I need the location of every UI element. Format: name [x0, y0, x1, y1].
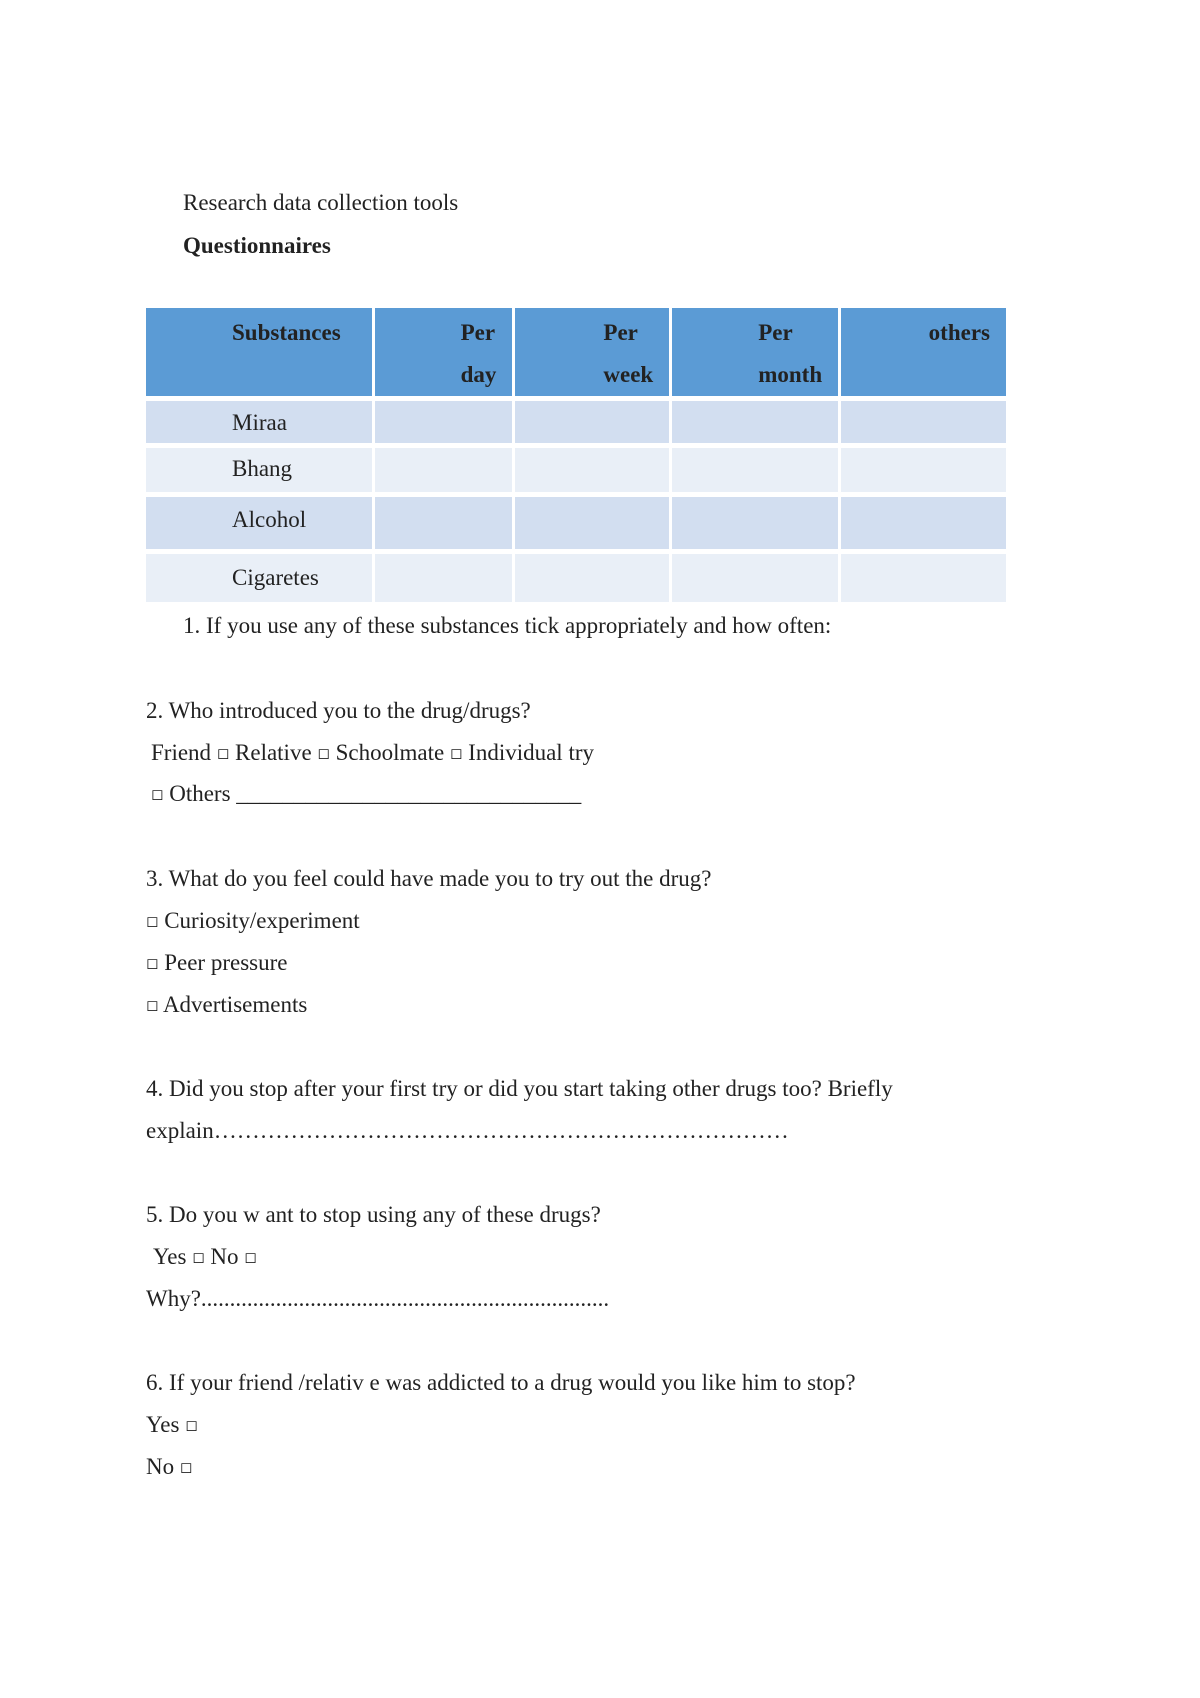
table-cell[interactable]	[375, 497, 512, 549]
checkbox-icon[interactable]: ◻	[192, 1248, 205, 1266]
question-2-others	[151, 780, 581, 810]
table-cell[interactable]	[515, 497, 669, 549]
checkbox-icon[interactable]: ◻	[185, 1416, 198, 1434]
row-label: Alcohol	[146, 497, 372, 549]
table-cell[interactable]	[841, 554, 1006, 602]
option-label: Individual try	[468, 740, 594, 765]
option-label: Relative	[235, 740, 312, 765]
table-cell[interactable]	[841, 448, 1006, 492]
why-answer-line[interactable]: Why?.......................................................................	[146, 1286, 610, 1311]
option-label: Friend	[151, 740, 212, 765]
table-cell[interactable]	[672, 401, 838, 443]
question-2-options	[151, 739, 594, 769]
option-label: Yes	[146, 1412, 180, 1437]
others-answer-blank[interactable]: ______________________________	[236, 781, 582, 806]
question-1: 1. If you use any of these substances tick appropriately and how often:	[183, 613, 832, 638]
header-substances: Substances	[146, 308, 372, 396]
row-label: Bhang	[146, 448, 372, 492]
question-5: 5. Do you w ant to stop using any of these drugs?	[146, 1202, 601, 1227]
table-row	[146, 497, 1006, 549]
question-3: 3. What do you feel could have made you to try out the drug?	[146, 866, 712, 891]
table-cell[interactable]	[375, 554, 512, 602]
checkbox-icon[interactable]: ◻	[216, 744, 230, 762]
document-title: Research data collection tools	[183, 190, 459, 215]
checkbox-icon[interactable]: ◻	[151, 785, 164, 803]
question-2: 2. Who introduced you to the drug/drugs?	[146, 698, 531, 723]
header-per-month: Per month	[672, 308, 838, 396]
table-cell[interactable]	[515, 554, 669, 602]
table-cell[interactable]	[672, 497, 838, 549]
question-3-option	[146, 991, 307, 1021]
question-3-option	[146, 907, 360, 937]
section-heading: Questionnaires	[183, 233, 331, 258]
row-label: Miraa	[146, 401, 372, 443]
table-header-row	[146, 308, 1006, 396]
option-label: No	[146, 1454, 175, 1479]
option-label: Curiosity/experiment	[164, 908, 360, 933]
checkbox-icon[interactable]: ◻	[449, 744, 463, 762]
checkbox-icon[interactable]: ◻	[317, 744, 330, 762]
header-others: others	[841, 308, 1006, 396]
question-6-option	[146, 1453, 192, 1483]
table-row	[146, 554, 1006, 602]
checkbox-icon[interactable]: ◻	[146, 954, 159, 972]
table-cell[interactable]	[375, 448, 512, 492]
table-cell[interactable]	[841, 497, 1006, 549]
table-row	[146, 401, 1006, 443]
table-cell[interactable]	[515, 401, 669, 443]
question-6: 6. If your friend /relativ e was addicted to a drug would you like him to stop?	[146, 1370, 856, 1395]
question-5-options	[153, 1243, 257, 1273]
option-label: Advertisements	[162, 992, 308, 1017]
checkbox-icon[interactable]: ◻	[179, 1458, 193, 1476]
option-label: Yes	[153, 1244, 187, 1269]
option-label: Peer pressure	[164, 950, 288, 975]
question-6-option	[146, 1411, 198, 1441]
header-per-day: Per day	[375, 308, 512, 396]
question-3-option	[146, 949, 287, 979]
checkbox-icon[interactable]: ◻	[146, 996, 159, 1014]
table-cell[interactable]	[672, 448, 838, 492]
option-label: Others	[169, 781, 231, 806]
table-cell[interactable]	[672, 554, 838, 602]
substance-frequency-table	[143, 303, 1009, 607]
table-cell[interactable]	[841, 401, 1006, 443]
checkbox-icon[interactable]: ◻	[244, 1248, 257, 1266]
table-row	[146, 448, 1006, 492]
question-4: 4. Did you stop after your first try or did you start taking other drugs too? Briefly	[146, 1076, 893, 1101]
table-cell[interactable]	[375, 401, 512, 443]
option-label: No	[210, 1244, 239, 1269]
explain-answer-line[interactable]: explain…………………………………………………………………	[146, 1118, 789, 1143]
header-per-week: Per week	[515, 308, 669, 396]
table-cell[interactable]	[515, 448, 669, 492]
checkbox-icon[interactable]: ◻	[146, 912, 159, 930]
option-label: Schoolmate	[335, 740, 445, 765]
row-label: Cigaretes	[146, 554, 372, 602]
